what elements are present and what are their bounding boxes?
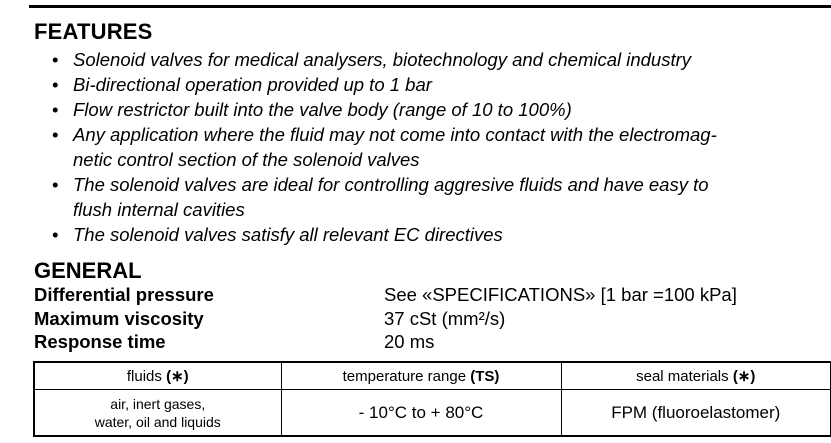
spec-value: 37 cSt (mm²/s) (384, 308, 506, 329)
feature-item-continuation: flush internal cavities (73, 199, 245, 220)
cell-seal-materials: FPM (fluoroelastomer) (561, 390, 831, 437)
bullet-icon: • (52, 124, 59, 145)
feature-item: • Flow restrictor built into the valve body (range of 10 to 100%) (52, 99, 572, 120)
cell-fluids: air, inert gases, water, oil and liquids (34, 390, 281, 437)
spec-label: Maximum viscosity (34, 308, 204, 329)
bullet-icon: • (52, 49, 59, 70)
spec-label: Differential pressure (34, 284, 214, 305)
cell-temperature-range: - 10°C to + 80°C (281, 390, 561, 437)
bullet-icon: • (52, 224, 59, 245)
header-temperature-range: temperature range (TS) (281, 362, 561, 390)
general-row-response-time (34, 331, 824, 353)
header-fluids: fluids (∗) (34, 362, 281, 390)
feature-item: • Any application where the fluid may not come into contact with the electromag- (52, 124, 717, 145)
feature-item: • Bi-directional operation provided up to 1 bar (52, 74, 432, 95)
feature-item-continuation: netic control section of the solenoid valves (73, 149, 420, 170)
table-header-row (34, 362, 831, 390)
bullet-icon: • (52, 99, 59, 120)
feature-item: • Solenoid valves for medical analysers, biotechnology and chemical industry (52, 49, 692, 70)
table-row (34, 390, 831, 437)
spec-label: Response time (34, 331, 166, 352)
feature-item: • The solenoid valves satisfy all relevant EC directives (52, 224, 503, 245)
spec-value: See «SPECIFICATIONS» [1 bar =100 kPa] (384, 284, 737, 305)
header-seal-materials: seal materials (∗) (561, 362, 831, 390)
top-rule (29, 5, 831, 8)
features-heading: FEATURES (34, 19, 153, 44)
feature-item: • The solenoid valves are ideal for controlling aggresive fluids and have easy to (52, 174, 709, 195)
bullet-icon: • (52, 174, 59, 195)
general-row-differential-pressure (34, 284, 824, 306)
features-list (52, 47, 831, 247)
general-heading: GENERAL (34, 258, 142, 283)
fluids-table (33, 361, 831, 437)
bullet-icon: • (52, 74, 59, 95)
general-row-maximum-viscosity (34, 308, 824, 330)
spec-value: 20 ms (384, 331, 435, 352)
